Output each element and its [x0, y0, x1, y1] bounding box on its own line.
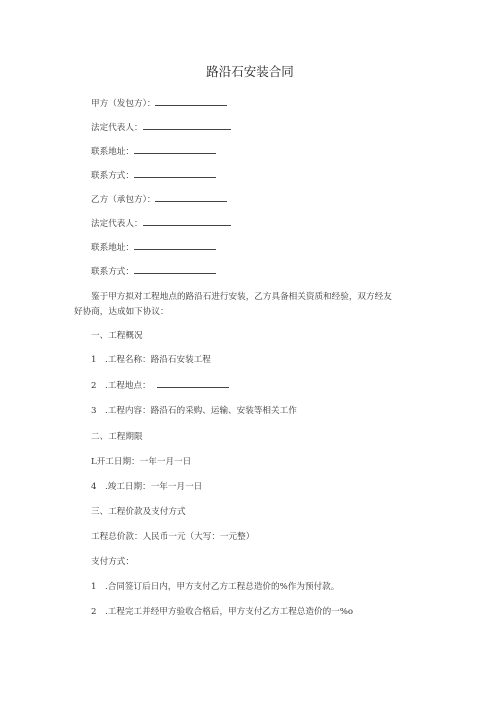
party-a-address-label: 联系地址：: [91, 147, 134, 157]
section-1-item-2: [91, 379, 229, 392]
item-text: .竣工日期：一年一月一日: [105, 482, 203, 492]
party-a-rep-line: [91, 121, 231, 134]
item-number: 4: [91, 482, 97, 492]
party-a-address-blank: [134, 145, 216, 154]
end-date-line: [91, 481, 202, 493]
party-a-label: 甲方（发包方）：: [91, 99, 156, 109]
total-price-line: 工程总价款：人民币一元（大写：一元整）: [91, 532, 255, 542]
payment-method-label: 支付方式：: [91, 557, 134, 567]
party-b-address-line: [91, 241, 216, 254]
section-1-item-3: [91, 405, 297, 417]
party-b-address-label: 联系地址：: [91, 243, 134, 253]
party-b-label: 乙方（承包方）：: [91, 195, 156, 205]
party-b-rep-label: 法定代表人：: [91, 219, 143, 229]
party-a-contact-blank: [134, 169, 216, 178]
party-a-blank: [155, 97, 227, 106]
party-a-contact-label: 联系方式：: [91, 171, 134, 181]
party-a-address-line: [91, 145, 216, 158]
start-date-line: L开工日期：一年一月一日: [91, 457, 192, 467]
item-text: .工程名称：路沿石安装工程: [105, 355, 211, 365]
location-blank: [157, 379, 229, 388]
section-2-heading: 二、工程期限: [91, 432, 143, 442]
party-a-rep-label: 法定代表人：: [91, 123, 143, 133]
payment-item-1: [91, 581, 339, 593]
item-text: .工程内容：路沿石的采购、运输、安装等相关工作: [105, 406, 297, 416]
party-a-line: [91, 97, 227, 110]
item-text: .工程地点：: [105, 381, 151, 391]
party-b-rep-blank: [143, 217, 231, 226]
intro-line-2: 好协商，达成如下协议：: [74, 307, 169, 317]
section-1-heading: 一、工程概况: [91, 331, 143, 341]
party-a-contact-line: [91, 169, 216, 182]
item-number: 1: [91, 355, 97, 365]
party-b-contact-blank: [134, 265, 216, 274]
party-b-contact-line: [91, 265, 216, 278]
party-b-blank: [155, 193, 227, 202]
party-b-contact-label: 联系方式：: [91, 267, 134, 277]
payment-item-2: [91, 606, 353, 618]
item-number: 2: [91, 607, 97, 617]
section-1-item-1: [91, 354, 211, 366]
section-3-heading: 三、工程价款及支付方式: [91, 507, 186, 517]
item-number: 1: [91, 582, 97, 592]
document-title: 路沿石安装合同: [206, 64, 294, 79]
party-a-rep-blank: [143, 121, 231, 130]
party-b-line: [91, 193, 227, 206]
item-text: .工程完工并经甲方验收合格后，甲方支付乙方工程总造价的一%o: [105, 607, 354, 617]
party-b-address-blank: [134, 241, 216, 250]
party-b-rep-line: [91, 217, 231, 230]
intro-line-1: 鉴于甲方拟对工程地点的路沿石进行安装，乙方具备相关资质和经验，双方经友: [91, 292, 392, 302]
item-text: .合同签订后日内，甲方支付乙方工程总造价的%作为预付款。: [105, 582, 340, 592]
item-number: 2: [91, 381, 97, 391]
item-number: 3: [91, 406, 97, 416]
